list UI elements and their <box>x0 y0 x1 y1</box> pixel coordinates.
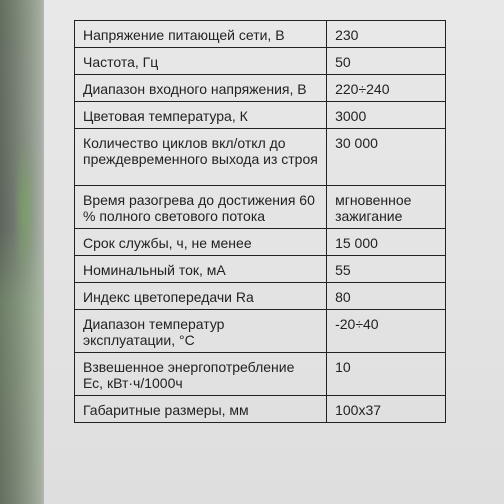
table-row <box>75 229 446 256</box>
parameter-cell: Частота, Гц <box>75 48 327 75</box>
parameter-cell: Габаритные размеры, мм <box>75 396 327 423</box>
table-row <box>75 396 446 423</box>
table-row <box>75 21 446 48</box>
parameter-cell: Цветовая температура, К <box>75 102 327 129</box>
table-row <box>75 256 446 283</box>
parameter-cell: Индекс цветопередачи Ra <box>75 283 327 310</box>
value-cell: 55 <box>327 256 446 283</box>
specifications-table <box>74 20 446 423</box>
value-cell: 30 000 <box>327 129 446 186</box>
package-green-tint <box>18 140 32 280</box>
table-row <box>75 283 446 310</box>
table-row <box>75 186 446 229</box>
table-row <box>75 48 446 75</box>
value-cell: мгновенное зажигание <box>327 186 446 229</box>
parameter-cell: Количество циклов вкл/откл до преждевременного выхода из строя <box>75 129 327 186</box>
table-row <box>75 75 446 102</box>
parameter-cell: Взвешенное энергопотребление Ес, кВт·ч/1000ч <box>75 353 327 396</box>
table-row <box>75 129 446 186</box>
parameter-cell: Диапазон температур эксплуатации, °С <box>75 310 327 353</box>
value-cell: -20÷40 <box>327 310 446 353</box>
parameter-cell: Напряжение питающей сети, В <box>75 21 327 48</box>
parameter-cell: Срок службы, ч, не менее <box>75 229 327 256</box>
value-cell: 50 <box>327 48 446 75</box>
table-row <box>75 102 446 129</box>
parameter-cell: Номинальный ток, мА <box>75 256 327 283</box>
value-cell: 3000 <box>327 102 446 129</box>
parameter-cell: Диапазон входного напряжения, В <box>75 75 327 102</box>
parameter-cell: Время разогрева до достижения 60 % полного светового потока <box>75 186 327 229</box>
table-row <box>75 353 446 396</box>
value-cell: 230 <box>327 21 446 48</box>
table-row <box>75 310 446 353</box>
value-cell: 100x37 <box>327 396 446 423</box>
value-cell: 220÷240 <box>327 75 446 102</box>
value-cell: 10 <box>327 353 446 396</box>
value-cell: 80 <box>327 283 446 310</box>
value-cell: 15 000 <box>327 229 446 256</box>
